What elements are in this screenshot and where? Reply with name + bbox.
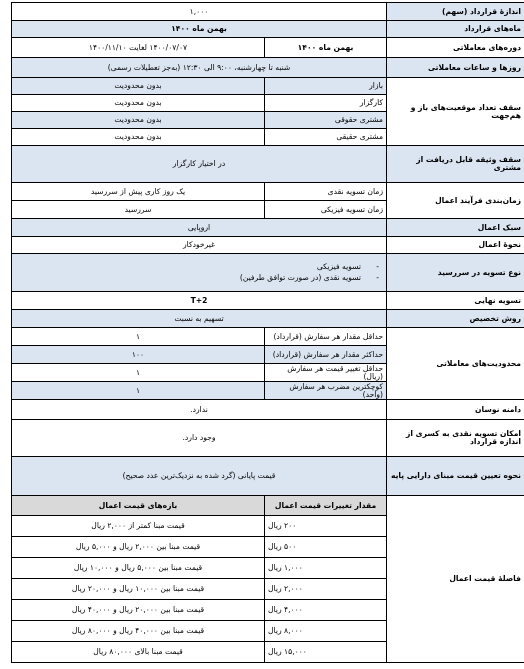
strike-range: قیمت مبنا بالای ۸۰,۰۰۰ ریال <box>12 642 265 663</box>
position-limit-value: بدون محدودیت <box>12 95 265 112</box>
strike-step: ۱,۰۰۰ ریال <box>265 558 387 579</box>
exercise-timing-value: سررسید <box>12 201 265 219</box>
settlement-type-items <box>12 254 387 292</box>
row-contract-months <box>12 21 524 38</box>
row-exercise-style <box>12 219 524 237</box>
row-settlement-type <box>12 254 524 292</box>
row-base-price <box>12 457 524 496</box>
position-limit-name: کارگزار <box>265 95 387 112</box>
trading-limit-name: حداقل تغییر قیمت هر سفارش (ریال) <box>265 364 387 382</box>
row-position-limit-0 <box>12 78 524 95</box>
exercise-timing-value: یک روز کاری پیش از سررسید <box>12 183 265 201</box>
allocation-method-label: روش تخصیص <box>387 310 524 328</box>
row-collateral-cap <box>12 146 524 183</box>
trading-limit-name: کوچکترین مضرب هر سفارش (واحد) <box>265 382 387 400</box>
exercise-timing-name: زمان تسویه فیزیکی <box>265 201 387 219</box>
collateral-cap-value: در اختیار کارگزار <box>12 146 387 183</box>
strike-step: ۲,۰۰۰ ریال <box>265 579 387 600</box>
position-limit-value: بدون محدودیت <box>12 129 265 146</box>
settlement-type-list <box>15 263 383 282</box>
position-limit-value: بدون محدودیت <box>12 78 265 95</box>
fluctuation-range-value: ندارد. <box>12 400 387 420</box>
strike-step: ۸,۰۰۰ ریال <box>265 621 387 642</box>
position-limit-name: مشتری حقیقی <box>265 129 387 146</box>
row-trading-periods <box>12 38 524 58</box>
strike-interval-label: فاصلهٔ قیمت اعمال <box>387 496 524 663</box>
strike-step: ۲۰۰ ریال <box>265 516 387 537</box>
base-price-value: قیمت پایانی (گرد شده به نزدیک‌ترین عدد صحیح) <box>12 457 387 496</box>
trading-limit-value: ۱ <box>12 328 265 346</box>
row-contract-size <box>12 3 524 21</box>
settlement-type-item: - تسویه نقدی (در صورت توافق طرفین) <box>15 274 361 282</box>
final-settlement-label: تسویه نهایی <box>387 292 524 310</box>
position-limit-label: سقف تعداد موقعیت‌های باز و هم‌جهت <box>387 78 524 146</box>
row-allocation-method <box>12 310 524 328</box>
row-final-settlement <box>12 292 524 310</box>
trading-limit-name: حداقل مقدار هر سفارش (قرارداد) <box>265 328 387 346</box>
position-limit-name: بازار <box>265 78 387 95</box>
row-exercise-method <box>12 237 524 254</box>
row-fluctuation-range <box>12 400 524 420</box>
strike-range: قیمت مبنا کمتر از ۲,۰۰۰ ریال <box>12 516 265 537</box>
trading-limit-value: ۱ <box>12 382 265 400</box>
strike-range: قیمت مبنا بین ۵,۰۰۰ ریال و ۱۰,۰۰۰ ریال <box>12 558 265 579</box>
row-cash-settlement-option <box>12 420 524 457</box>
trading-periods-label: دوره‌های معاملاتی <box>387 38 524 58</box>
strike-range: قیمت مبنا بین ۲۰,۰۰۰ ریال و ۴۰,۰۰۰ ریال <box>12 600 265 621</box>
row-strike-interval-header <box>12 496 524 516</box>
row-trading-hours <box>12 58 524 78</box>
contract-months-label: ماه‌های قرارداد <box>387 21 524 38</box>
trading-hours-value: شنبه تا چهارشنبه، ۹:۰۰ الی ۱۲:۳۰ (به‌جز تعطیلات رسمی) <box>12 58 387 78</box>
strike-range: قیمت مبنا بین ۲,۰۰۰ ریال و ۵,۰۰۰ ریال <box>12 537 265 558</box>
settlement-type-item: - تسویه فیزیکی <box>15 263 361 271</box>
contract-spec-table <box>11 2 524 663</box>
row-trading-limit-0 <box>12 328 524 346</box>
position-limit-value: بدون محدودیت <box>12 112 265 129</box>
strike-step-header: مقدار تغییرات قیمت اعمال <box>265 496 387 516</box>
settlement-type-label: نوع تسویه در سررسید <box>387 254 524 292</box>
final-settlement-value: T+2 <box>12 292 387 310</box>
trading-limit-name: حداکثر مقدار هر سفارش (قرارداد) <box>265 346 387 364</box>
base-price-label: نحوه تعیین قیمت مبنای دارایی پایه <box>387 457 524 496</box>
trading-limits-label: محدودیت‌های معاملاتی <box>387 328 524 400</box>
strike-step: ۵۰۰ ریال <box>265 537 387 558</box>
trading-periods-month: بهمن ماه ۱۴۰۰ <box>265 38 387 58</box>
strike-step: ۱۵,۰۰۰ ریال <box>265 642 387 663</box>
exercise-timing-name: زمان تسویه نقدی <box>265 183 387 201</box>
contract-months-value: بهمن ماه ۱۴۰۰ <box>12 21 387 38</box>
cash-settlement-option-value: وجود دارد. <box>12 420 387 457</box>
exercise-method-label: نحوهٔ اعمال <box>387 237 524 254</box>
trading-hours-label: روزها و ساعات معاملاتی <box>387 58 524 78</box>
row-exercise-timing-0 <box>12 183 524 201</box>
strike-range: قیمت مبنا بین ۴۰,۰۰۰ ریال و ۸۰,۰۰۰ ریال <box>12 621 265 642</box>
exercise-method-value: غیرخودکار <box>12 237 387 254</box>
exercise-style-label: سبک اعمال <box>387 219 524 237</box>
exercise-style-value: اروپایی <box>12 219 387 237</box>
cash-settlement-option-label: امکان تسویه نقدی به کسری از اندازه قرارداد <box>387 420 524 457</box>
strike-range: قیمت مبنا بین ۱۰,۰۰۰ ریال و ۲۰,۰۰۰ ریال <box>12 579 265 600</box>
position-limit-name: مشتری حقوقی <box>265 112 387 129</box>
fluctuation-range-label: دامنه نوسان <box>387 400 524 420</box>
collateral-cap-label: سقف وثیقه قابل دریافت از مشتری <box>387 146 524 183</box>
strike-step: ۴,۰۰۰ ریال <box>265 600 387 621</box>
allocation-method-value: تسهیم به نسبت <box>12 310 387 328</box>
trading-limit-value: ۱۰۰ <box>12 346 265 364</box>
contract-size-label: اندازهٔ قرارداد (سهم) <box>387 3 524 21</box>
strike-range-header: بازه‌های قیمت اعمال <box>12 496 265 516</box>
contract-size-value: ۱,۰۰۰ <box>12 3 387 21</box>
trading-limit-value: ۱ <box>12 364 265 382</box>
trading-periods-dates: ۱۴۰۰/۰۷/۰۷ لغایت ۱۴۰۰/۱۱/۱۰ <box>12 38 265 58</box>
exercise-timing-label: زمان‌بندی فرآیند اعمال <box>387 183 524 219</box>
